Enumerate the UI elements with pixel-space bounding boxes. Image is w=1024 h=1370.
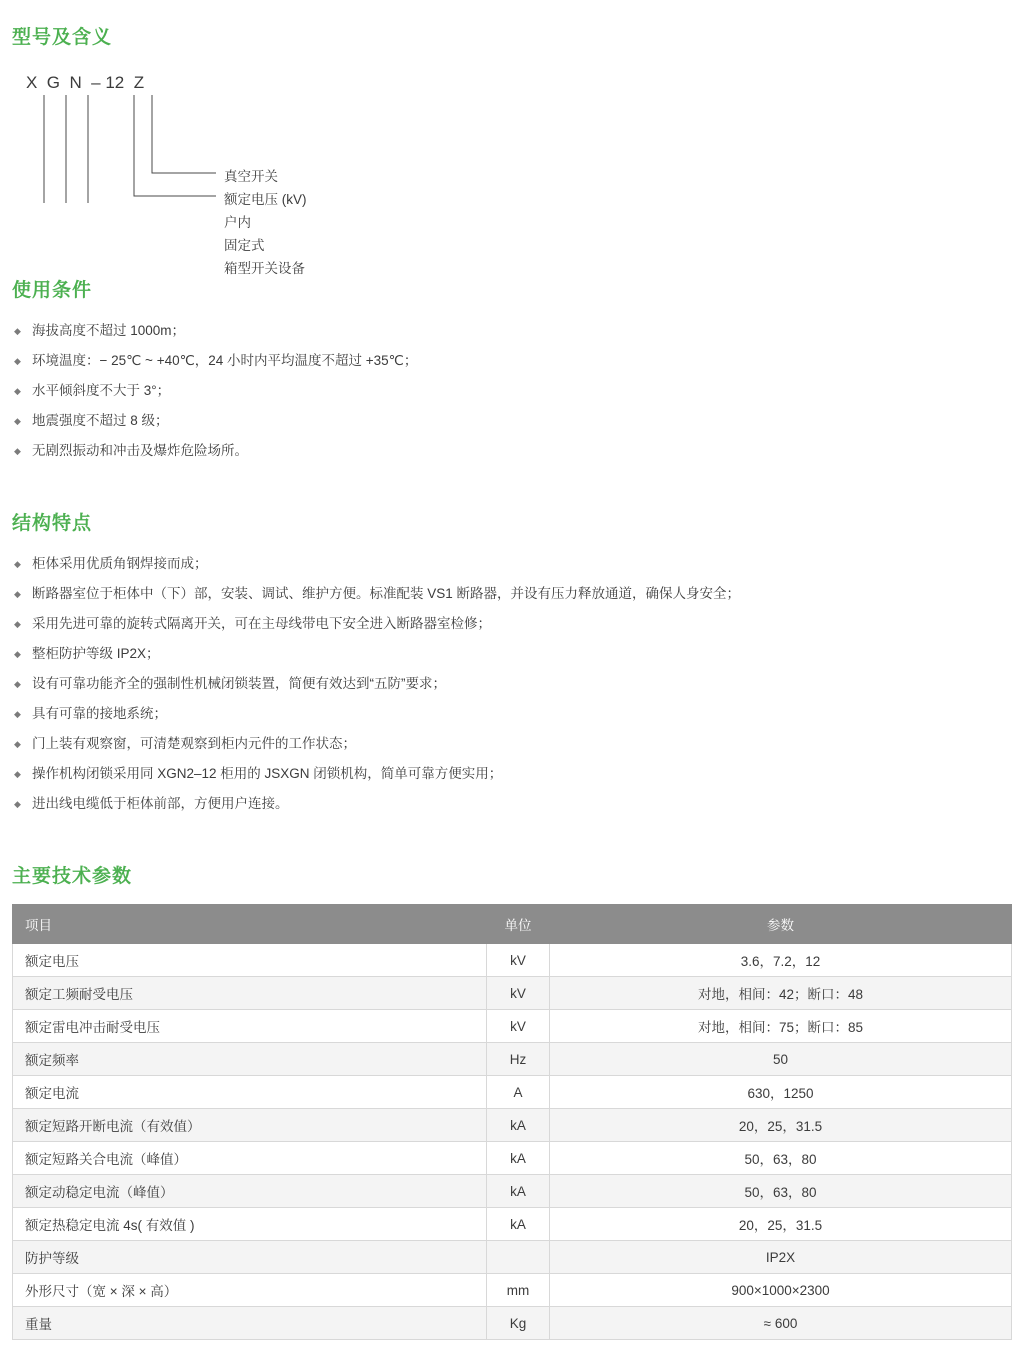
table-header-row: [13, 905, 1012, 944]
table-row: [13, 1307, 1012, 1340]
diamond-bullet-icon: ◆: [14, 386, 21, 396]
model-designation-diagram: [26, 73, 1012, 276]
list-item-text: 水平倾斜度不大于 3°；: [32, 383, 171, 398]
cell-item: 额定动稳定电流（峰值）: [13, 1175, 487, 1208]
list-item: [12, 376, 1012, 406]
list-item-text: 具有可靠的接地系统；: [32, 706, 167, 721]
cell-item: 外形尺寸（宽 × 深 × 高）: [13, 1274, 487, 1307]
list-item: [12, 759, 1012, 789]
cell-unit: kA: [487, 1109, 550, 1142]
table-row: [13, 1175, 1012, 1208]
diamond-bullet-icon: ◆: [14, 769, 21, 779]
diamond-bullet-icon: ◆: [14, 739, 21, 749]
conditions-list: [12, 316, 1012, 466]
cell-value: IP2X: [550, 1241, 1012, 1274]
cell-unit: mm: [487, 1274, 550, 1307]
list-item-text: 门上装有观察窗，可清楚观察到柜内元件的工作状态；: [32, 736, 356, 751]
model-label-4: 箱型开关设备: [224, 261, 305, 276]
list-item: [12, 436, 1012, 466]
cell-unit: kA: [487, 1208, 550, 1241]
list-item-text: 采用先进可靠的旋转式隔离开关，可在主母线带电下安全进入断路器室检修；: [32, 616, 491, 631]
cell-value: 50，63，80: [550, 1175, 1012, 1208]
table-header-param: 参数: [550, 905, 1012, 944]
list-item-text: 断路器室位于柜体中（下）部，安装、调试、维护方便。标准配装 VS1 断路器，并设有压力释放通道，确保人身安全；: [32, 586, 741, 601]
cell-unit: kV: [487, 977, 550, 1010]
cell-unit: kA: [487, 1142, 550, 1175]
cell-item: 额定频率: [13, 1043, 487, 1076]
list-item-text: 操作机构闭锁采用同 XGN2–12 柜用的 JSXGN 闭锁机构，简单可靠方便实用；: [32, 766, 503, 781]
cell-value: 20，25，31.5: [550, 1109, 1012, 1142]
list-item: [12, 669, 1012, 699]
cell-value: 900×1000×2300: [550, 1274, 1012, 1307]
list-item-text: 环境温度：− 25℃ ~ +40℃，24 小时内平均温度不超过 +35℃；: [32, 353, 418, 368]
cell-value: 对地，相间：42；断口：48: [550, 977, 1012, 1010]
list-item-text: 无剧烈振动和冲击及爆炸危险场所。: [32, 443, 248, 458]
cell-unit: Kg: [487, 1307, 550, 1340]
model-label-3: 固定式: [224, 238, 265, 253]
list-item: [12, 609, 1012, 639]
cell-value: 50，63，80: [550, 1142, 1012, 1175]
diamond-bullet-icon: ◆: [14, 356, 21, 366]
diamond-bullet-icon: ◆: [14, 446, 21, 456]
table-row: [13, 1274, 1012, 1307]
model-label-2: 户内: [224, 215, 251, 230]
section-title-model: 型号及含义: [12, 27, 113, 48]
cell-item: 额定短路关合电流（峰值）: [13, 1142, 487, 1175]
table-row: [13, 1043, 1012, 1076]
diamond-bullet-icon: ◆: [14, 799, 21, 809]
list-item: [12, 579, 1012, 609]
cell-item: 额定短路开断电流（有效值）: [13, 1109, 487, 1142]
cell-item: 重量: [13, 1307, 487, 1340]
diamond-bullet-icon: ◆: [14, 326, 21, 336]
cell-unit: kV: [487, 944, 550, 977]
diamond-bullet-icon: ◆: [14, 709, 21, 719]
model-label-1: 额定电压 (kV): [224, 192, 307, 207]
list-item-text: 海拔高度不超过 1000m；: [32, 323, 186, 338]
diamond-bullet-icon: ◆: [14, 559, 21, 569]
cell-unit: [487, 1241, 550, 1274]
table-row: [13, 944, 1012, 977]
table-row: [13, 1241, 1012, 1274]
list-item-text: 整柜防护等级 IP2X；: [32, 646, 160, 661]
list-item: [12, 729, 1012, 759]
cell-value: 对地，相间：75；断口：85: [550, 1010, 1012, 1043]
table-row: [13, 1208, 1012, 1241]
list-item-text: 进出线电缆低于柜体前部，方便用户连接。: [32, 796, 289, 811]
table-header-unit: 单位: [487, 905, 550, 944]
cell-item: 额定电流: [13, 1076, 487, 1109]
cell-unit: kV: [487, 1010, 550, 1043]
cell-value: 50: [550, 1043, 1012, 1076]
table-row: [13, 1076, 1012, 1109]
list-item: [12, 639, 1012, 669]
cell-value: 3.6，7.2，12: [550, 944, 1012, 977]
cell-item: 额定电压: [13, 944, 487, 977]
section-title-conditions: 使用条件: [12, 280, 93, 301]
list-item-text: 柜体采用优质角钢焊接而成；: [32, 556, 208, 571]
model-label-0: 真空开关: [224, 169, 278, 184]
diamond-bullet-icon: ◆: [14, 619, 21, 629]
table-row: [13, 977, 1012, 1010]
list-item-text: 设有可靠功能齐全的强制性机械闭锁装置，简便有效达到“五防”要求；: [32, 676, 446, 691]
list-item: [12, 346, 1012, 376]
diamond-bullet-icon: ◆: [14, 679, 21, 689]
diamond-bullet-icon: ◆: [14, 649, 21, 659]
spec-table: [12, 904, 1012, 1340]
cell-value: 630，1250: [550, 1076, 1012, 1109]
table-row: [13, 1010, 1012, 1043]
diamond-bullet-icon: ◆: [14, 416, 21, 426]
cell-value: 20，25，31.5: [550, 1208, 1012, 1241]
model-leader-lines: [26, 73, 356, 203]
cell-item: 额定热稳定电流 4s( 有效值 ): [13, 1208, 487, 1241]
cell-unit: kA: [487, 1175, 550, 1208]
cell-value: ≈ 600: [550, 1307, 1012, 1340]
cell-item: 额定工频耐受电压: [13, 977, 487, 1010]
cell-item: 额定雷电冲击耐受电压: [13, 1010, 487, 1043]
list-item: [12, 549, 1012, 579]
model-code-text: X G N – 12 Z: [26, 73, 145, 92]
list-item: [12, 406, 1012, 436]
table-row: [13, 1142, 1012, 1175]
list-item-text: 地震强度不超过 8 级；: [32, 413, 169, 428]
list-item: [12, 699, 1012, 729]
cell-item: 防护等级: [13, 1241, 487, 1274]
table-row: [13, 1109, 1012, 1142]
structure-list: [12, 549, 1012, 819]
table-header-item: 项目: [13, 905, 487, 944]
list-item: [12, 789, 1012, 819]
section-title-structure: 结构特点: [12, 513, 93, 534]
cell-unit: A: [487, 1076, 550, 1109]
diamond-bullet-icon: ◆: [14, 589, 21, 599]
list-item: [12, 316, 1012, 346]
cell-unit: Hz: [487, 1043, 550, 1076]
section-title-specs: 主要技术参数: [12, 866, 133, 887]
